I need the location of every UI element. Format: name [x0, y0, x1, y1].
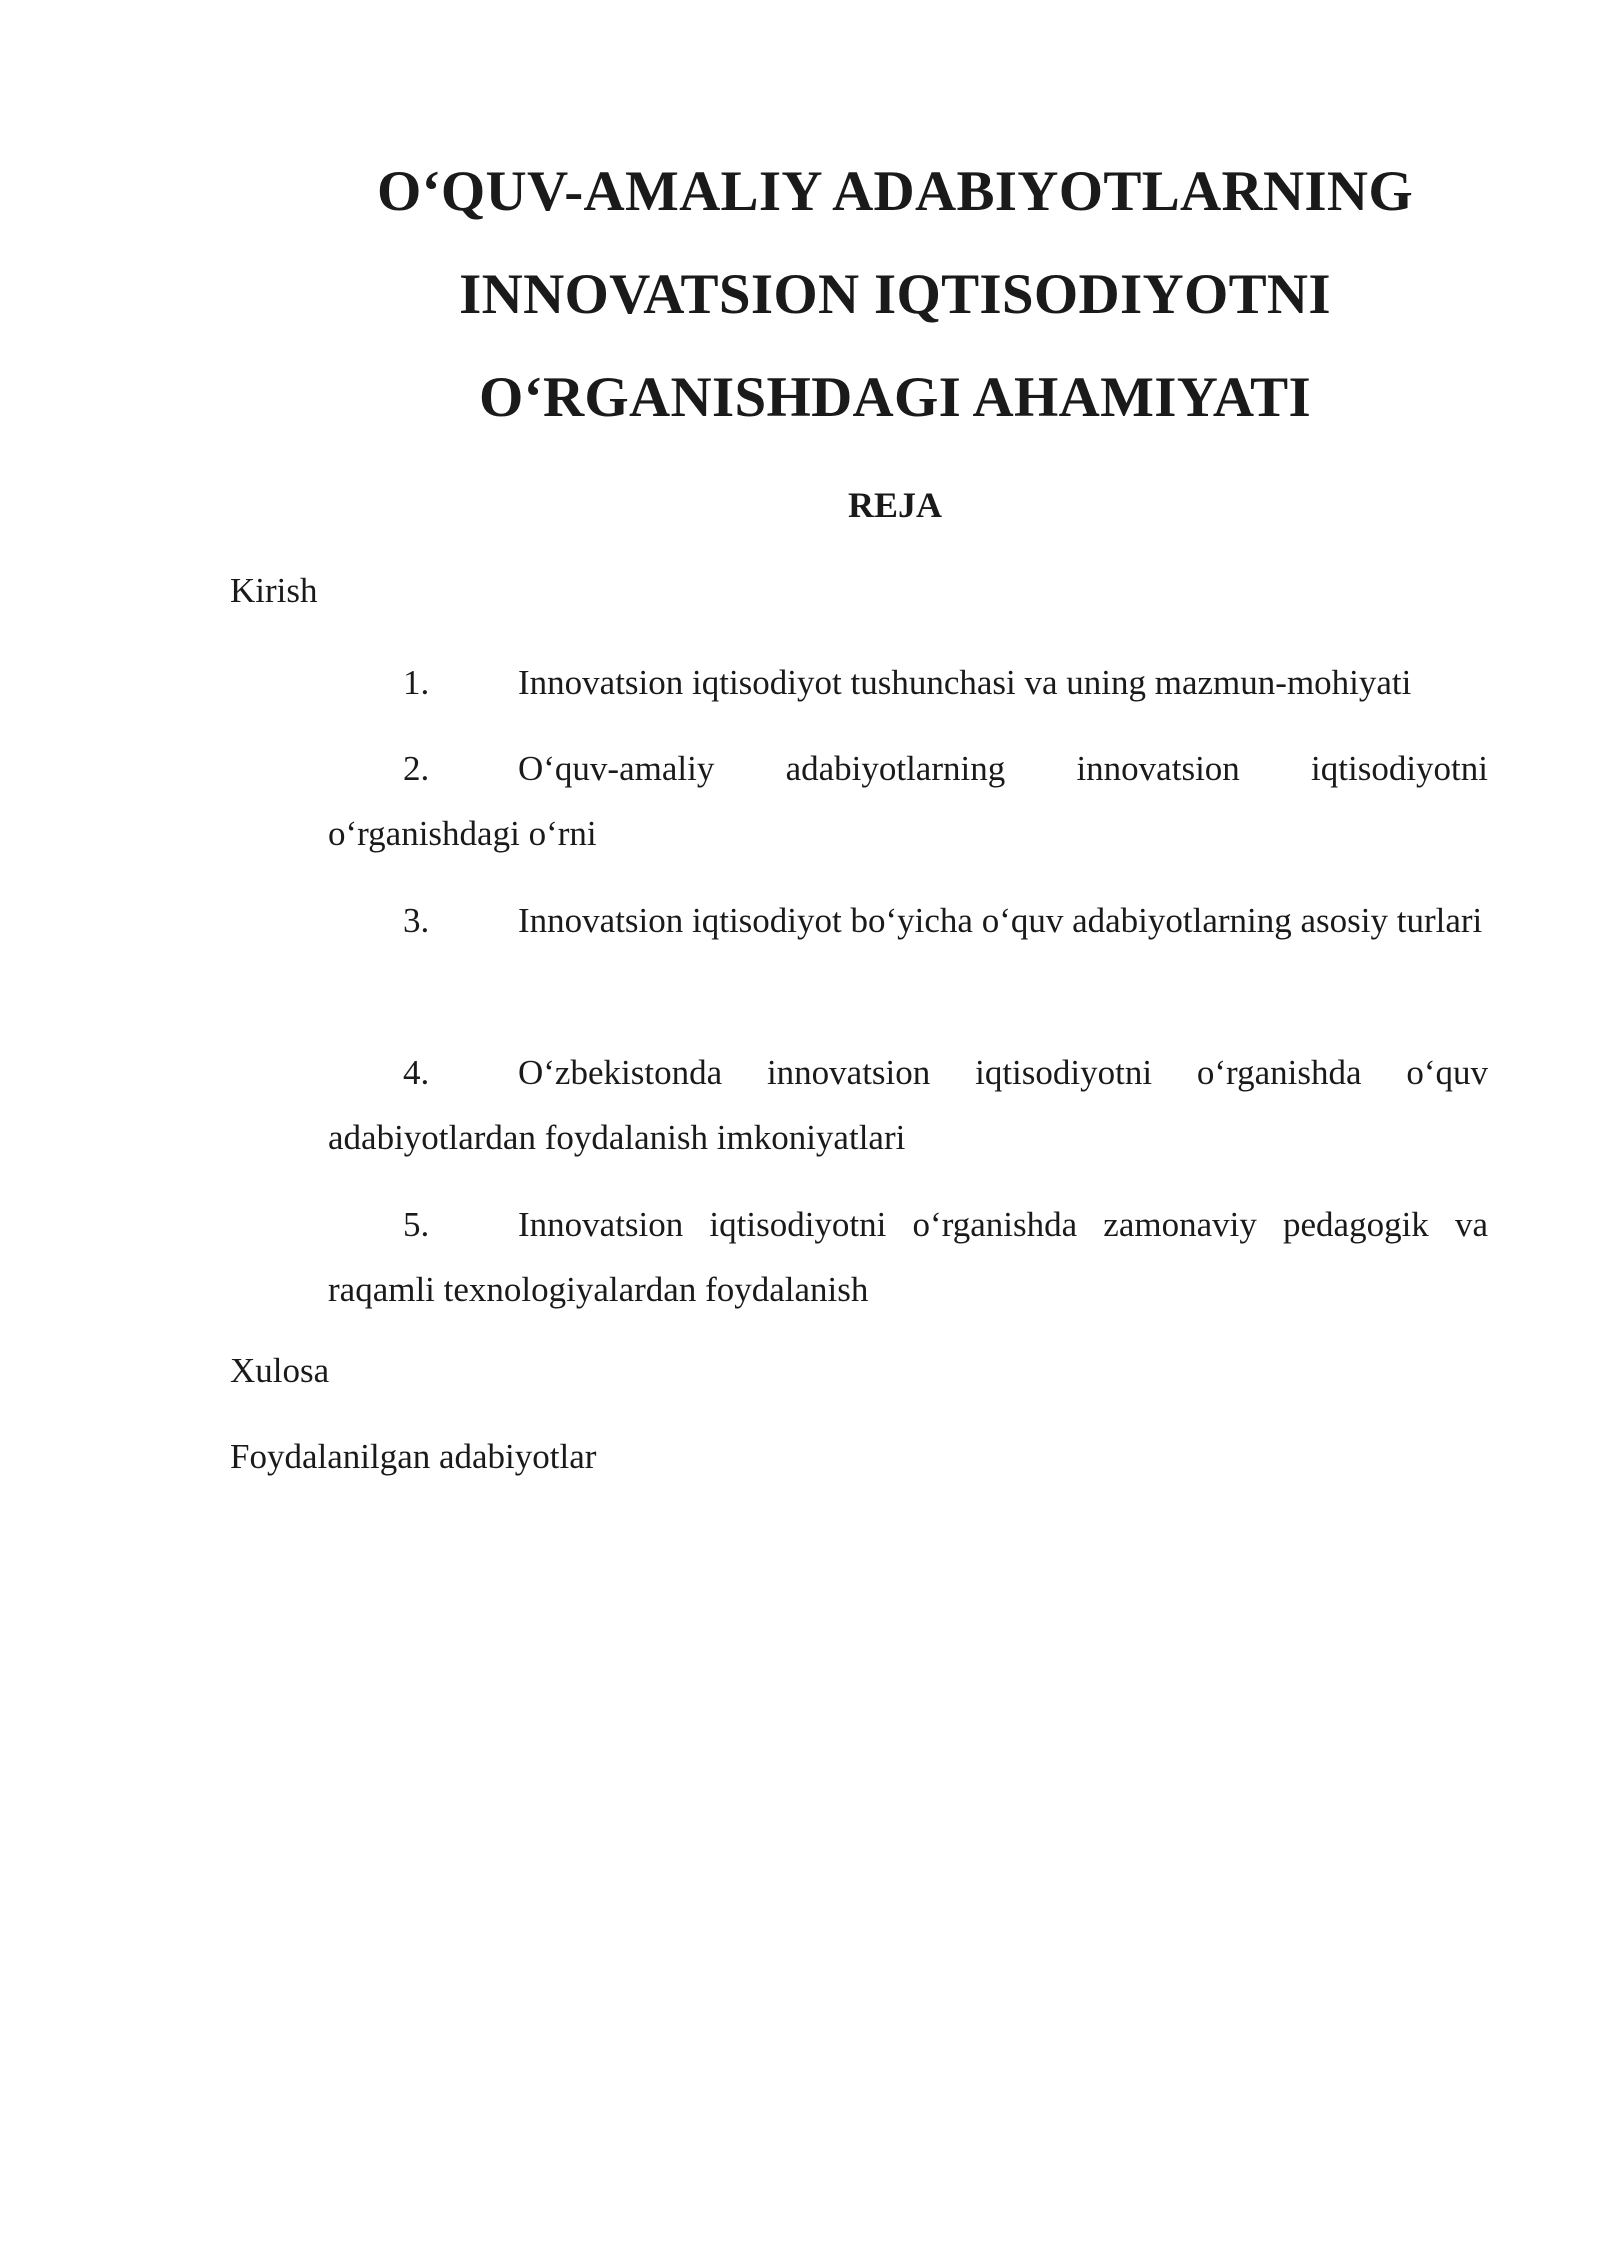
plan-item-number: 1.: [403, 663, 430, 702]
plan-item-number: 4.: [403, 1053, 430, 1092]
plan-item-text: O‘zbekistonda innovatsion iqtisodiyotni o‘rganishda o‘quv adabiyotlardan foydalanish imkoniyatlari: [328, 1053, 1488, 1157]
title-line-3: O‘RGANISHDAGI AHAMIYATI: [479, 366, 1311, 429]
plan-item-1: [328, 650, 1488, 715]
plan-item-3: [328, 888, 1488, 953]
plan-item-text: Innovatsion iqtisodiyot tushunchasi va uning mazmun-mohiyati: [518, 663, 1412, 702]
plan-item-text: Innovatsion iqtisodiyotni o‘rganishda zamonaviy pedagogik va raqamli texnologiyalardan foydalanish: [328, 1205, 1488, 1309]
plan-item-text: Innovatsion iqtisodiyot bo‘yicha o‘quv adabiyotlarning asosiy turlari: [518, 901, 1483, 940]
intro-heading: Kirish: [230, 571, 318, 610]
conclusion-heading: Xulosa: [230, 1351, 330, 1390]
plan-item-text: O‘quv-amaliy adabiyotlarning innovatsion iqtisodiyotni o‘rganishdagi o‘rni: [328, 749, 1488, 853]
title-line-2: INNOVATSION IQTISODIYOTNI: [459, 263, 1331, 326]
plan-item-number: 5.: [403, 1205, 430, 1244]
title-line-1: O‘QUV-AMALIY ADABIYOTLARNING: [376, 160, 1413, 223]
references-heading: Foydalanilgan adabiyotlar: [230, 1437, 597, 1476]
document-title: [330, 140, 1460, 449]
plan-item-number: 3.: [403, 901, 430, 940]
plan-item-4: [328, 1040, 1488, 1170]
plan-item-5: [328, 1192, 1488, 1322]
plan-heading: REJA: [847, 485, 942, 525]
plan-item-2: [328, 736, 1488, 866]
plan-item-number: 2.: [403, 749, 430, 788]
